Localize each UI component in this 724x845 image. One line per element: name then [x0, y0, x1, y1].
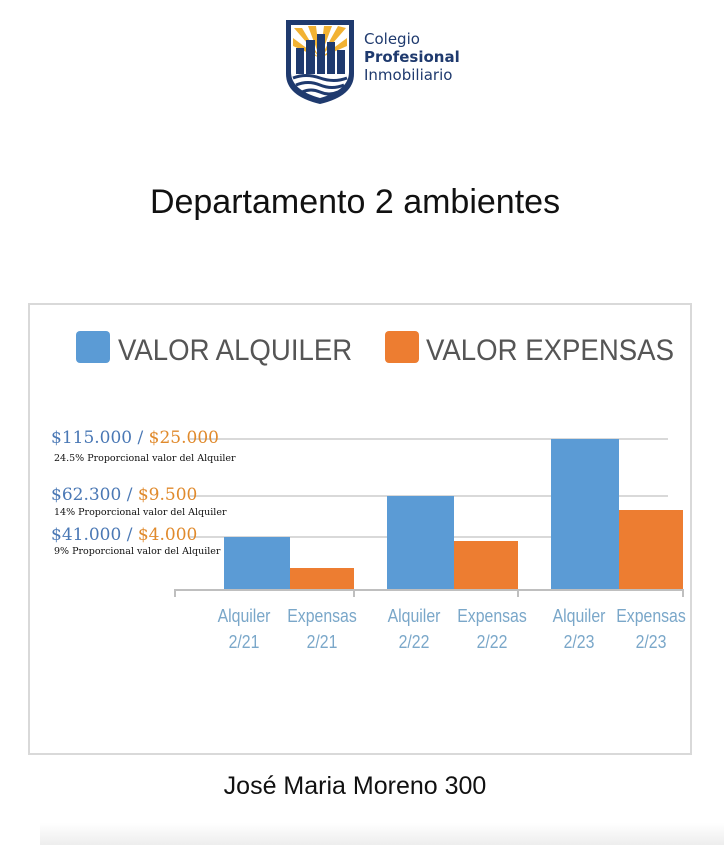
x-label-expensas-2-23: [611, 603, 690, 655]
ref-note-low: 9% Proporcional valor del Alquiler: [54, 546, 221, 557]
logo-line-2: Profesional: [364, 48, 460, 66]
x-label-line: Alquiler: [552, 606, 606, 626]
x-label-line: 2/22: [476, 632, 508, 652]
ref-separator-top: /: [137, 428, 144, 448]
legend-label-alquiler: VALOR ALQUILER: [118, 334, 353, 367]
x-label-line: Alquiler: [387, 606, 441, 626]
ref-separator-low: /: [126, 525, 133, 545]
x-label-line: 2/21: [228, 632, 260, 652]
ref-alquiler-mid: $62.300: [51, 485, 122, 505]
logo-line-1: Colegio: [364, 30, 420, 48]
ref-expensas-low: $4.000: [137, 525, 198, 545]
x-label-line: Expensas: [287, 606, 357, 626]
ref-note-top: 24.5% Proporcional valor del Alquiler: [54, 453, 236, 464]
ref-alquiler-low: $41.000: [51, 525, 122, 545]
ref-label-top: [51, 428, 219, 448]
x-label-expensas-2-22: [452, 603, 531, 655]
x-label-line: Alquiler: [217, 606, 271, 626]
legend-label-expensas: VALOR EXPENSAS: [426, 334, 674, 367]
bar-alquiler-2-23: [551, 439, 619, 590]
x-label-alquiler-2-23: [544, 603, 614, 655]
ref-note-mid: 14% Proporcional valor del Alquiler: [54, 507, 227, 518]
bar-alquiler-2-22: [387, 496, 454, 590]
page-shadow: [40, 823, 724, 845]
bar-expensas-2-22: [454, 541, 518, 590]
ref-label-mid: [51, 485, 197, 505]
page-title: Departamento 2 ambientes: [149, 183, 561, 221]
x-label-line: 2/21: [306, 632, 338, 652]
x-label-line: 2/22: [398, 632, 430, 652]
bar-expensas-2-23: [619, 510, 683, 590]
address: José Maria Moreno 300: [223, 772, 487, 800]
x-label-alquiler-2-22: [379, 603, 449, 655]
bar-expensas-2-21: [290, 568, 354, 590]
x-label-line: 2/23: [635, 632, 667, 652]
ref-expensas-mid: $9.500: [137, 485, 198, 505]
bar-alquiler-2-21: [224, 537, 290, 590]
x-label-expensas-2-21: [282, 603, 361, 655]
ref-expensas-top: $25.000: [148, 428, 219, 448]
x-label-line: 2/23: [563, 632, 595, 652]
logo-line-3: Inmobiliario: [364, 66, 453, 84]
ref-separator-mid: /: [126, 485, 133, 505]
x-label-alquiler-2-21: [209, 603, 279, 655]
ref-alquiler-top: $115.000: [51, 428, 133, 448]
x-label-line: Expensas: [457, 606, 527, 626]
x-label-line: Expensas: [616, 606, 686, 626]
ref-label-low: [51, 525, 197, 545]
